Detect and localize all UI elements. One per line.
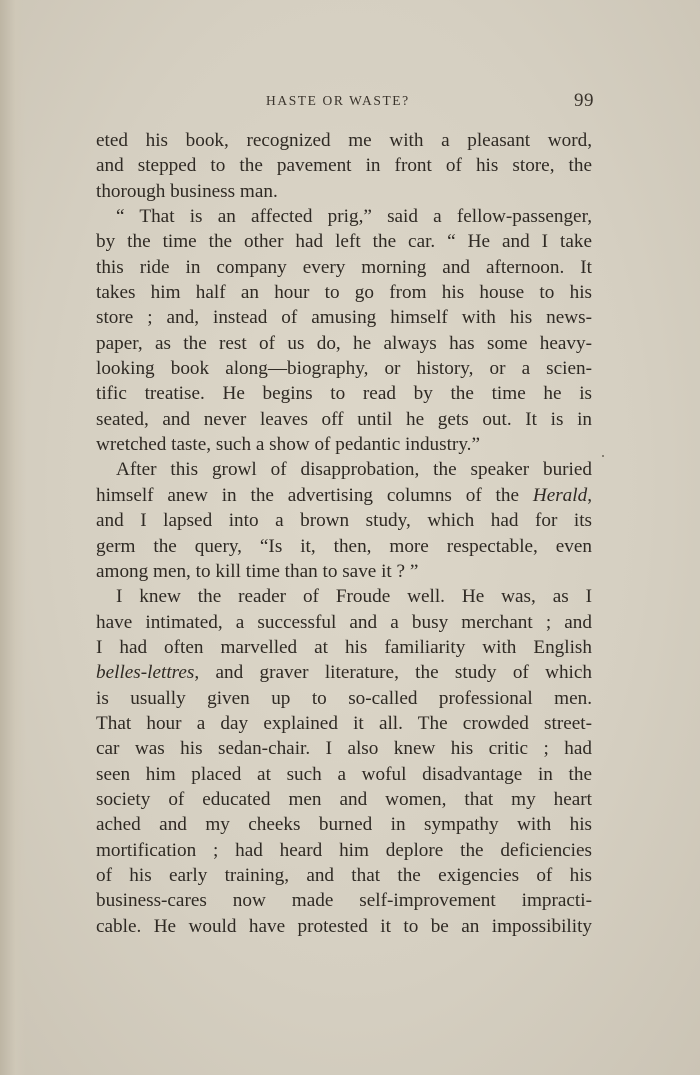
- line-text: I knew the reader of Froude well. He was, as I: [116, 586, 592, 608]
- line-text: have intimated, a successful and a busy merchant ; and: [96, 611, 592, 633]
- paragraph-start-line: [96, 457, 592, 482]
- line-text: tific treatise. He begins to read by the time he is: [96, 383, 592, 405]
- text-line: [96, 686, 592, 711]
- line-text: store ; and, instead of amusing himself with his news-: [96, 307, 592, 329]
- text-line: [96, 229, 592, 254]
- gutter-shadow: [0, 0, 26, 1075]
- text-line: [96, 356, 592, 381]
- running-title: HASTE OR WASTE?: [266, 93, 410, 108]
- line-text: , and graver literature, the study of which: [194, 662, 592, 684]
- line-text: himself anew in the advertising columns of the: [96, 484, 533, 506]
- paragraph-start-line: [96, 584, 592, 609]
- text-line: [96, 610, 592, 635]
- line-text: paper, as the rest of us do, he always has some heavy-: [96, 332, 592, 354]
- line-text: cable. He would have protested it to be an impossibility: [96, 915, 592, 937]
- text-line: [96, 534, 592, 559]
- line-text: society of educated men and women, that my heart: [96, 788, 592, 810]
- line-text: takes him half an hour to go from his house to his: [96, 282, 592, 304]
- text-line: [96, 888, 592, 913]
- line-text: looking book along—biography, or history, or a scien-: [96, 358, 592, 380]
- text-line: [96, 407, 592, 432]
- text-line: [96, 128, 592, 153]
- text-line: [96, 787, 592, 812]
- running-head: [96, 90, 596, 116]
- text-line: [96, 381, 592, 406]
- italic-newspaper-title: Herald: [532, 484, 588, 506]
- text-line: [96, 736, 592, 761]
- text-line: [96, 483, 592, 508]
- body-text: [96, 128, 592, 939]
- line-text: I had often marvelled at his familiarity with English: [96, 636, 592, 658]
- line-text: eted his book, recognized me with a pleasant word,: [96, 130, 592, 151]
- line-text: and stepped to the pavement in front of his store, the: [96, 155, 592, 177]
- line-text: and I lapsed into a brown study, which had for its: [96, 510, 592, 532]
- line-text: among men, to kill time than to save it ? ”: [96, 560, 419, 582]
- italic-phrase: belles-lettres: [96, 662, 195, 684]
- line-text: germ the query, “Is it, then, more respectable, even: [96, 535, 592, 557]
- text-line: [96, 812, 592, 837]
- text-line: [96, 559, 592, 584]
- text-line: [96, 863, 592, 888]
- text-line: [96, 914, 592, 939]
- line-text: of his early training, and that the exigencies of his: [96, 864, 592, 886]
- line-text: by the time the other had left the car. “ He and I take: [96, 231, 592, 253]
- line-text: car was his sedan-chair. I also knew his critic ; had: [96, 738, 592, 760]
- text-line: [96, 305, 592, 330]
- line-text: seated, and never leaves off until he gets out. It is in: [96, 408, 592, 430]
- text-line: [96, 508, 592, 533]
- text-line: [96, 635, 592, 660]
- line-text: seen him placed at such a woful disadvantage in the: [96, 763, 592, 785]
- line-text: thorough business man.: [96, 180, 278, 202]
- text-line: [96, 838, 592, 863]
- text-line: [96, 255, 592, 280]
- paragraph-start-line: [96, 204, 592, 229]
- line-text: ached and my cheeks burned in sympathy with his: [96, 814, 592, 836]
- page-number: 99: [574, 90, 594, 111]
- line-text: That hour a day explained it all. The crowded street-: [96, 712, 592, 734]
- line-text: After this growl of disapprobation, the speaker buried: [116, 459, 592, 481]
- text-line: [96, 762, 592, 787]
- line-text: mortification ; had heard him deplore the deficiencies: [96, 839, 592, 861]
- text-line: [96, 331, 592, 356]
- line-text: ,: [587, 484, 592, 506]
- text-line: [96, 711, 592, 736]
- line-text: “ That is an affected prig,” said a fellow-passenger,: [116, 206, 592, 228]
- text-line: [96, 179, 592, 204]
- line-text: wretched taste, such a show of pedantic industry.”: [96, 434, 480, 456]
- text-line: [96, 432, 592, 457]
- line-text: this ride in company every morning and afternoon. It: [96, 256, 592, 278]
- text-line: [96, 660, 592, 685]
- text-line: [96, 280, 592, 305]
- text-line: [96, 153, 592, 178]
- line-text: is usually given up to so-called professional men.: [96, 687, 592, 709]
- line-text: business-cares now made self-improvement impracti-: [96, 890, 592, 912]
- paper-speck: [602, 455, 604, 457]
